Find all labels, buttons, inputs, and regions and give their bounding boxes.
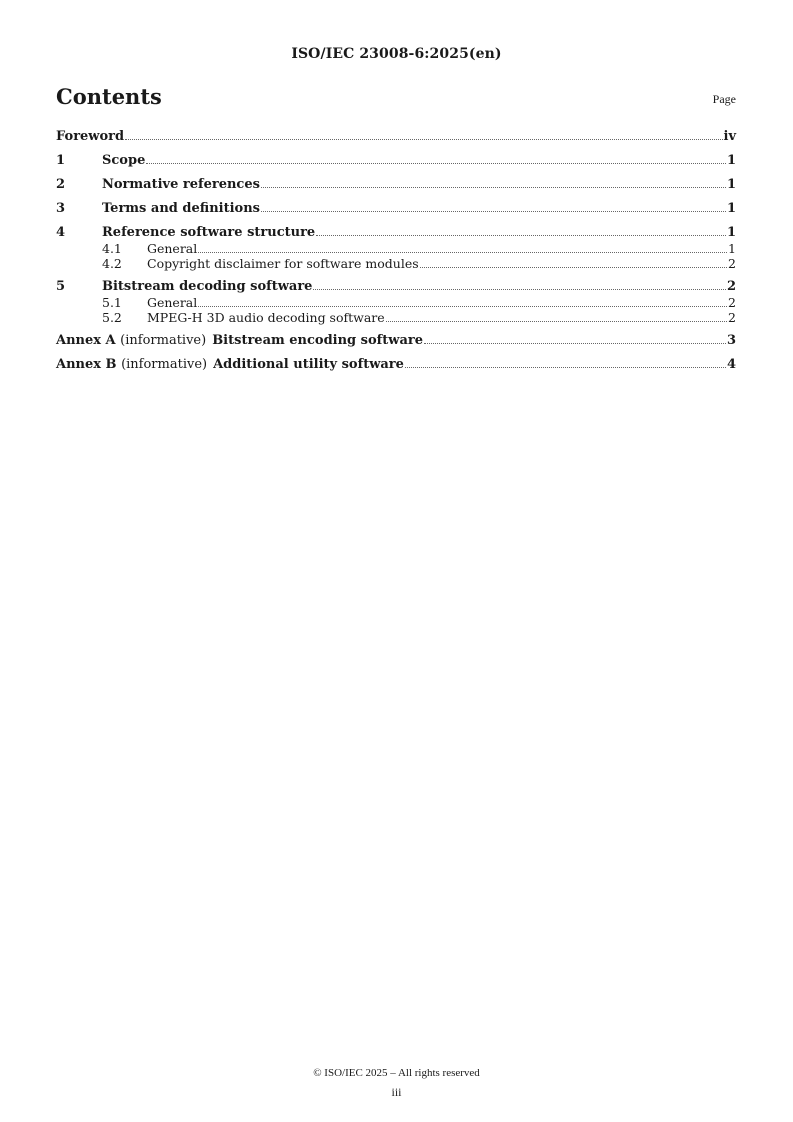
toc-entry-number: 3 [56,201,66,216]
toc-entry-title: MPEG-H 3D audio decoding software [147,310,385,325]
toc-entry-page: 3 [726,333,736,348]
toc-entry-5-2-mpeg-h-3d-audio[interactable] [56,310,736,325]
dot-leader [424,343,726,344]
annex-label: Annex A [56,333,116,348]
toc-entry-bitstream-decoding-software[interactable] [56,279,736,295]
dot-leader [198,306,727,307]
toc-entry-title: Bitstream encoding software [212,333,423,348]
dot-leader [125,139,722,140]
toc-entry-page: 2 [726,279,736,294]
toc-entry-number: 2 [56,177,66,192]
annex-kind: (informative) [121,357,208,372]
dot-leader [198,252,727,253]
copyright-notice: © ISO/IEC 2025 – All rights reserved [313,1067,480,1079]
toc-entry-number: 4 [56,225,66,240]
toc-entry-foreword[interactable] [56,129,736,145]
toc-entry-title: Reference software structure [102,225,316,240]
toc-entry-number: 5 [56,279,66,294]
toc-entry-number: 4.1 [102,241,122,256]
toc-entry-number: 5.1 [102,295,122,310]
dot-leader [420,267,727,268]
toc-entry-title: Normative references [102,177,260,192]
dot-leader [146,163,726,164]
dot-leader [261,211,726,212]
toc-entry-page: 1 [726,201,736,216]
toc-entry-number: 5.2 [102,310,122,325]
toc-entry-annex-b[interactable] [56,357,736,373]
toc-entry-normative-references[interactable] [56,177,736,193]
toc-entry-page: 2 [728,295,736,310]
dot-leader [261,187,726,188]
toc-entry-title: Scope [102,153,146,168]
toc-entry-page: iv [723,129,736,144]
contents-title: Contents [56,84,162,109]
toc-entry-5-1-general[interactable] [56,295,736,310]
dot-leader [405,367,726,368]
toc-entry-page: 1 [728,241,736,256]
toc-entry-page: 1 [726,225,736,240]
table-of-contents [56,129,736,373]
toc-entry-page: 1 [726,153,736,168]
document-identifier: ISO/IEC 23008-6:2025(en) [291,46,502,62]
dot-leader [313,289,726,290]
toc-entry-page: 1 [726,177,736,192]
dot-leader [386,321,727,322]
toc-entry-title: General [147,295,198,310]
toc-entry-number: 4.2 [102,256,122,271]
toc-entry-title: Foreword [56,129,125,144]
toc-entry-title: Copyright disclaimer for software modules [147,256,419,271]
page-number: iii [391,1085,402,1099]
toc-entry-terms-and-definitions[interactable] [56,201,736,217]
annex-kind: (informative) [120,333,207,348]
toc-entry-4-1-general[interactable] [56,241,736,256]
toc-entry-number: 1 [56,153,66,168]
toc-entry-scope[interactable] [56,153,736,169]
toc-entry-title: Terms and definitions [102,201,260,216]
toc-entry-page: 4 [726,357,736,372]
annex-label: Annex B [56,357,117,372]
page-column-label: Page [712,92,736,106]
toc-entry-annex-a[interactable] [56,333,736,349]
toc-entry-page: 2 [728,256,736,271]
toc-entry-title: Bitstream decoding software [102,279,313,294]
toc-entry-page: 2 [728,310,736,325]
dot-leader [316,235,726,236]
toc-entry-title: General [147,241,198,256]
toc-entry-title: Additional utility software [213,357,404,372]
toc-entry-reference-software-structure[interactable] [56,225,736,241]
toc-entry-4-2-copyright-disclaimer[interactable] [56,256,736,271]
